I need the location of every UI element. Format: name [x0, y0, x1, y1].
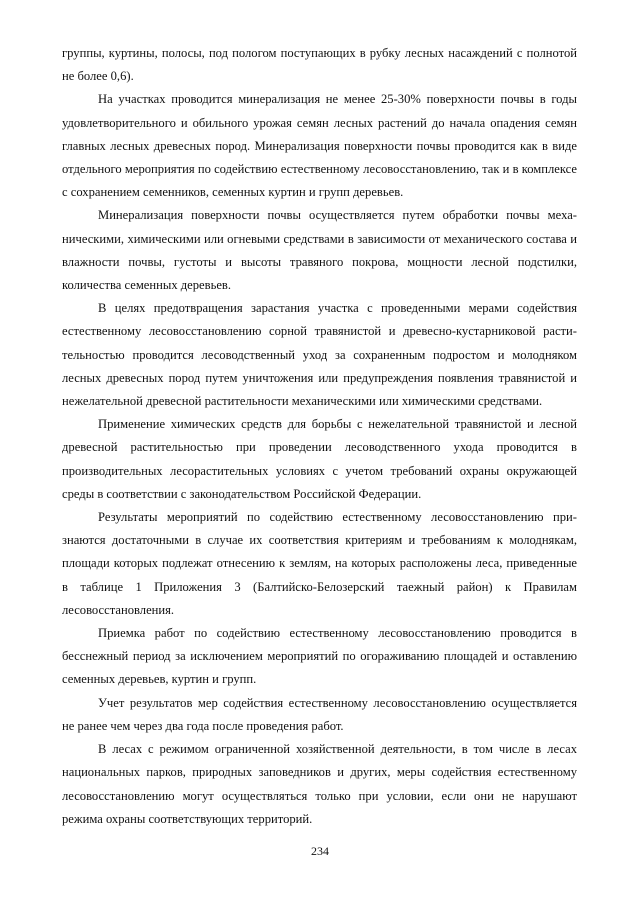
- paragraph-4: В целях предотвращения зарастания участка с проведенными мерами содействия естественному лесовосстановлению сорной травянистой и древесно-кустарниковой растительностью проводится лесоводственный уход за сохраненным подростом и молодняком лесных древесных пород путем уничтожения или предупреждения появления травянистой и нежелательной древесной растительности механическими или химическими средствами.: [62, 301, 577, 409]
- paragraph-1: группы, куртины, полосы, под пологом поступающих в рубку лесных насаждений с полнотой не более 0,6).: [62, 46, 577, 84]
- paragraph-9: В лесах с режимом ограниченной хозяйственной деятельности, в том числе в лесах национальных парков, природных заповедников и других, меры содействия естественному лесовосстановлению могут осуществляться только при условии, если они не нарушают режима охраны соответствующих территорий.: [62, 742, 577, 826]
- paragraph-3: Минерализация поверхности почвы осуществляется путем обработки почвы механическими, химическими или огневыми средствами в зависимости от механического состава и влажности почвы, густоты и высоты травяного покрова, мощности лесной подстилки, количества семенных деревьев.: [62, 208, 577, 293]
- paragraph-5: Применение химических средств для борьбы с нежелательной травянистой и лесной древесной растительностью при проведении лесоводственного ухода проводится в производительных лесорастительных условиях с учетом требований охраны окружающей среды в соответствии с законодательством Российской Федерации.: [62, 417, 577, 501]
- page-body: [62, 42, 577, 831]
- paragraph-6: Результаты мероприятий по содействию естественному лесовосстановлению признаются достаточными в случае их соответствия критериям и требованиям к молоднякам, площади которых подлежат отнесению к землям, на которых расположены леса, приведенные в таблице 1 Приложения 3 (Балтийско-Белозерский таежный район) к Правилам лесовосстановления.: [62, 510, 577, 617]
- paragraph-2: На участках проводится минерализация не менее 25-30% поверхности почвы в годы удовлетворительного и обильного урожая семян лесных растений до начала опадения семян главных лесных древесных пород. Минерализация поверхности почвы проводится как в виде отдельного мероприятия по содействию естественному лесовосстановлению, так и в комплексе с сохранением семенников, семенных куртин и групп деревьев.: [62, 92, 577, 200]
- paragraph-7: Приемка работ по содействию естественному лесовосстановлению проводится в бесснежный период за исключением мероприятий по огораживанию площадей и оставлению семенных деревьев, куртин и групп.: [62, 626, 577, 687]
- paragraph-8: Учет результатов мер содействия естественному лесовосстановлению осуществляется не ранее чем через два года после проведения работ.: [62, 695, 577, 733]
- page-number: 234: [311, 844, 329, 858]
